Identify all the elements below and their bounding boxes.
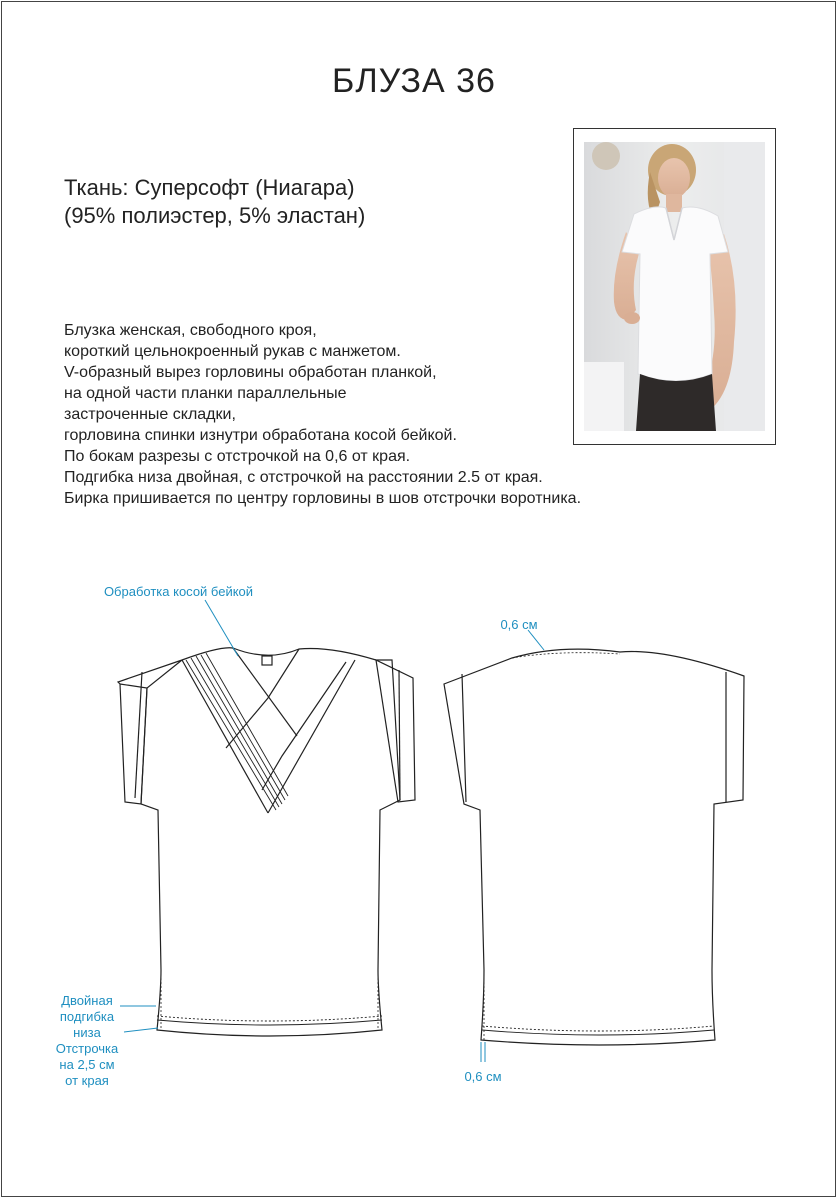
fabric-composition: (95% полиэстер, 5% эластан)	[64, 203, 366, 228]
description-line: Подгибка низа двойная, с отстрочкой на расстоянии 2.5 от края.	[64, 469, 543, 486]
front-view	[118, 648, 415, 1036]
back-left-cuff-line	[462, 674, 466, 802]
hem-note-line: подгибка	[59, 1009, 115, 1024]
back-hem-stitch	[482, 1026, 714, 1031]
description-line: Блузка женская, свободного кроя,	[64, 322, 317, 339]
front-v-neck-left	[182, 660, 268, 813]
description-line: По бокам разрезы с отстрочкой на 0,6 от края.	[64, 448, 411, 465]
back-body-outline	[444, 649, 744, 1045]
front-placket-left	[233, 648, 297, 736]
front-pleat-2	[191, 658, 279, 807]
description-line: на одной части планки параллельные	[64, 385, 347, 402]
front-left-cuff-line	[135, 672, 142, 798]
hem-note-line: Двойная	[61, 993, 113, 1008]
annotation-bias-binding: Обработка косой бейкой	[103, 584, 254, 599]
page-title: БЛУЗА 36	[332, 62, 496, 100]
annotation-back-side-slit: 0,6 см	[464, 1069, 502, 1084]
hem-note-line: низа	[73, 1025, 101, 1040]
description-line: V-образный вырез горловины обработан планкой,	[64, 364, 437, 381]
description-line: горловина спинки изнутри обработана косой бейкой.	[64, 427, 457, 444]
leader-back-neck	[528, 630, 544, 650]
front-v-neck-right	[268, 660, 355, 813]
hem-note-line: на 2,5 см	[59, 1057, 115, 1072]
model-photo	[584, 142, 765, 431]
front-pleat-1	[186, 660, 276, 810]
leader-bias-binding	[205, 600, 238, 656]
front-body-outline	[120, 648, 400, 1036]
hem-note-line: Отстрочка	[55, 1041, 119, 1056]
description-line: короткий цельнокроенный рукав с манжетом.	[64, 343, 401, 360]
back-view	[444, 649, 744, 1045]
front-label-tag	[262, 656, 272, 665]
fabric-name: Ткань: Суперсофт (Ниагара)	[64, 175, 355, 200]
front-hem-stitch	[157, 1016, 382, 1021]
description-line: застроченные складки,	[64, 406, 236, 423]
fabric-info	[64, 174, 365, 230]
garment-description	[64, 320, 581, 509]
annotation-back-neck-seam: 0,6 см	[500, 617, 538, 632]
front-pleat-4	[201, 655, 285, 800]
model-photo-frame	[573, 128, 776, 445]
front-left-sleeve	[118, 660, 182, 804]
front-pleat-3	[196, 656, 282, 804]
annotation-hem	[44, 993, 130, 1089]
front-placket-edge	[262, 662, 346, 790]
description-line: Бирка пришивается по центру горловины в шов отстрочки воротника.	[64, 490, 582, 507]
model-photo-illustration	[584, 142, 765, 431]
hem-note-line: от края	[65, 1073, 109, 1088]
